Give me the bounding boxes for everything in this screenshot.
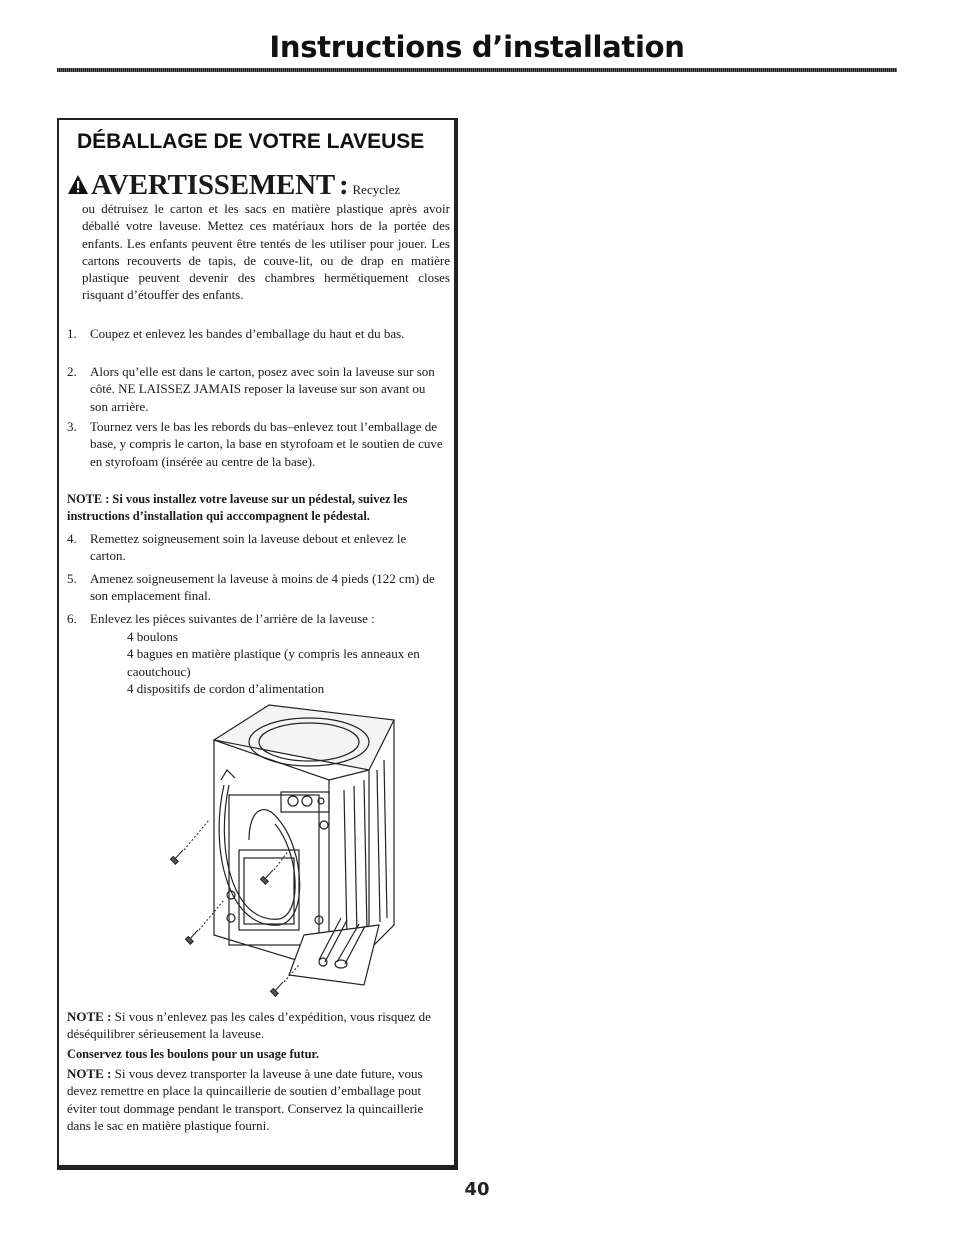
part-item: 4 boulons [127, 629, 178, 644]
title-rule [57, 68, 897, 72]
step-text: Enlevez les pièces suivantes de l’arrière de la laveuse : [90, 611, 375, 626]
step-item [67, 363, 445, 415]
step-text: Coupez et enlevez les bandes d’emballage du haut et du bas. [90, 326, 405, 341]
shipping-note [67, 1008, 447, 1043]
page-number: 40 [464, 1179, 490, 1200]
note-label: NOTE : [67, 1066, 112, 1081]
step-text: Remettez soigneusement soin la laveuse debout et enlevez le carton. [90, 531, 407, 564]
part-item: 4 bagues en matière plastique (y compris les anneaux en caoutchouc) [127, 646, 420, 679]
step-number: 2. [67, 364, 77, 379]
warning-separator: : [339, 169, 349, 201]
step-number: 4. [67, 531, 77, 546]
step-item [67, 530, 445, 565]
step-item [67, 418, 445, 470]
warning-label: AVERTISSEMENT [91, 169, 336, 201]
warning-lead: Recyclez [352, 182, 401, 197]
pedestal-note: NOTE : Si vous installez votre laveuse sur un pédestal, suivez les instructions d’installation qui acccompagnent le pédestal. [67, 492, 408, 524]
step-item [67, 325, 445, 342]
warning-triangle-icon [67, 174, 89, 196]
step-item [67, 570, 445, 605]
warning-text: ou détruisez le carton et les sacs en matière plastique après avoir déballé votre laveuse. Mettez ces matériaux hors de la portée des enfants. Les enfants peuvent être tentés de les utiliser pour jouer. Les cartons recouverts de tapis, de couve-lit, ou de drap en matière plastique peuvent devenir des chambres hermétiquement closes risquant d’étouffer des enfants. [82, 201, 450, 303]
step-text: Alors qu’elle est dans le carton, posez avec soin la laveuse sur son côté. NE LAISSEZ JAMAIS reposer la laveuse sur son avant ou son arrière. [90, 364, 435, 414]
step-number: 5. [67, 571, 77, 586]
step-text: Tournez vers le bas les rebords du bas–enlevez tout l’emballage de base, y compris le carton, la base en styrofoam et le soutien de cuve en styrofoam (insérée au centre de la base). [90, 419, 443, 469]
parts-list [127, 628, 437, 697]
note-text: Si vous n’enlevez pas les cales d’expédition, vous risquez de déséquilibrer sérieusement la laveuse. [67, 1009, 431, 1042]
note-label: NOTE : [67, 1009, 112, 1024]
note-text: Si vous devez transporter la laveuse à une date future, vous devez remettre en place la quincaillerie de soutien d’emballage pout éviter tout dommage pendant le transport. Conservez la quincaillerie dans le sac en matière plastique fourni. [67, 1066, 424, 1133]
step-text: Amenez soigneusement la laveuse à moins de 4 pieds (122 cm) de son emplacement final. [90, 571, 435, 604]
page-title: Instructions d’installation [269, 30, 685, 64]
step-item [67, 610, 445, 627]
step-number: 3. [67, 419, 77, 434]
washer-rear-illustration [169, 700, 409, 1000]
step-number: 6. [67, 611, 77, 626]
part-item: 4 dispositifs de cordon d’alimentation [127, 680, 325, 696]
section-title: DÉBALLAGE DE VOTRE LAVEUSE [77, 130, 425, 153]
keep-bolts-note: Conservez tous les boulons pour un usage futur. [67, 1047, 319, 1061]
unpacking-section [57, 118, 458, 1170]
transport-note [67, 1065, 447, 1134]
step-number: 1. [67, 326, 77, 341]
